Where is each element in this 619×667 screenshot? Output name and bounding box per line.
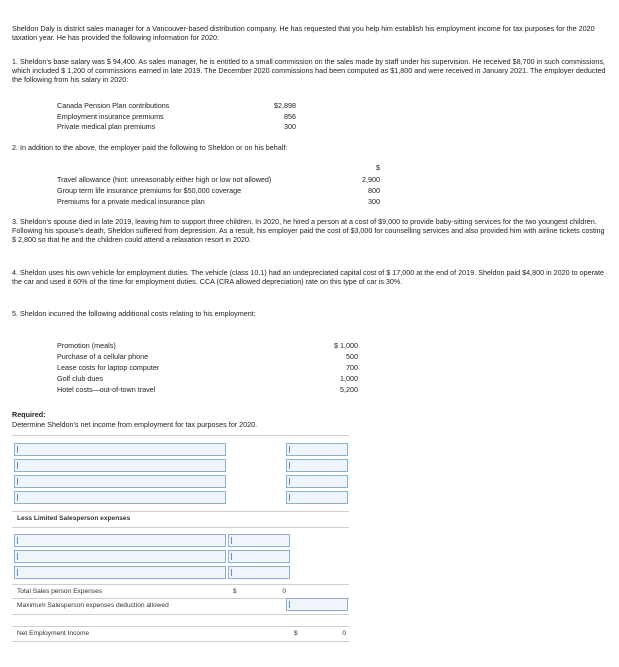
net-income-label: Net Employment Income [17, 630, 90, 637]
item-2-amount: 2,900 [362, 175, 380, 184]
item-5-label: Golf club dues [57, 374, 103, 383]
expense-label-input[interactable] [14, 566, 226, 579]
item-5-label: Hotel costs—out-of-town travel [57, 385, 156, 394]
expense-amount-input[interactable] [228, 534, 290, 547]
net-income-value: 0 [342, 630, 346, 637]
item-5-amount: 700 [346, 363, 358, 372]
item-5-amount: 500 [346, 352, 358, 361]
item-5-label: Lease costs for laptop computer [57, 363, 160, 372]
item-5-text: 5. Sheldon incurred the following additional costs relating to his employment: [12, 309, 256, 318]
item-5-amount: $ 1,000 [334, 341, 358, 350]
required-text: Determine Sheldon's net income from employment for tax purposes for 2020. [12, 420, 258, 429]
expense-label-input[interactable] [14, 550, 226, 563]
divider [12, 614, 349, 615]
total-expenses-currency: $ [233, 588, 237, 595]
item-2-amount: 800 [368, 186, 380, 195]
item-2-amount: 300 [368, 197, 380, 206]
item-2-label: Travel allowance (hint: unreasonably either high or low not allowed) [57, 175, 272, 184]
item-2-text: 2. In addition to the above, the employer paid the following to Sheldon or on his behalf: [12, 143, 288, 152]
item-1-amount: 300 [284, 122, 296, 131]
expense-amount-input[interactable] [228, 566, 290, 579]
worksheet-amount-input[interactable] [286, 443, 348, 456]
intro-paragraph: Sheldon Daly is district sales manager for a Vancouver-based distribution company. He has requested that you help him establish his employment income for tax purposes for the 2020 taxation year. He has provided the following information for 2020: [12, 24, 595, 43]
item-1-label: Employment insurance premiums [57, 112, 164, 121]
total-expenses-value: 0 [282, 588, 286, 595]
item-1-amount: 856 [284, 112, 296, 121]
divider [12, 584, 349, 585]
max-deduction-label: Maximum Salesperson expenses deduction allowed [17, 602, 169, 609]
net-income-currency: $ [294, 630, 298, 637]
worksheet-amount-input[interactable] [286, 475, 348, 488]
item-2-label: Premiums for a private medical insurance plan [57, 197, 205, 206]
item-5-amount: 5,200 [340, 385, 358, 394]
item-1-label: Canada Pension Plan contributions [57, 101, 170, 110]
worksheet-amount-input[interactable] [286, 491, 348, 504]
item-2-currency: $ [376, 163, 380, 172]
required-heading: Required: [12, 410, 46, 419]
item-5-label: Promotion (meals) [57, 341, 116, 350]
expense-label-input[interactable] [14, 534, 226, 547]
max-deduction-input[interactable] [286, 598, 348, 611]
divider [12, 626, 349, 627]
item-1-text: 1. Sheldon's base salary was $ 94,400. As sales manager, he is entitled to a small commission on the sales made by staff under his supervision. He received $8,700 in such commissions, which included $ 1,200 of commissions earned in late 2019. The December 2020 commissions had been computed as $1,800 and were received in January 2021. The employer deducted the following from his salary in 2020: [12, 57, 606, 85]
worksheet-label-input[interactable] [14, 443, 226, 456]
item-5-label: Purchase of a cellular phone [57, 352, 149, 361]
expense-amount-input[interactable] [228, 550, 290, 563]
worksheet-label-input[interactable] [14, 475, 226, 488]
item-1-label: Private medical plan premiums [57, 122, 156, 131]
worksheet-label-input[interactable] [14, 459, 226, 472]
total-expenses-label: Total Sales person Expenses [17, 588, 103, 595]
divider [12, 435, 349, 436]
item-3-text: 3. Sheldon's spouse died in late 2019, leaving him to support three children. In 2020, he hired a person at a cost of $9,000 to provide baby-sitting services for the two youngest children. Following his spouse's death, Sheldon suffered from depression. As a result, his employer paid the cost of $3,000 for counselling services and also provided him with airline tickets costing $ 2,800 so that he and the children could attend a relaxation resort in 2020. [12, 217, 605, 245]
item-5-amount: 1,000 [340, 374, 358, 383]
item-1-amount: $2,898 [274, 101, 296, 110]
divider [12, 641, 349, 642]
worksheet-label-input[interactable] [14, 491, 226, 504]
divider [12, 527, 349, 528]
divider [12, 511, 349, 512]
less-expenses-heading: Less Limited Salesperson expenses [17, 515, 131, 522]
item-4-text: 4. Sheldon uses his own vehicle for employment duties. The vehicle (class 10.1) had an undepreciated capital cost of $ 17,000 at the end of 2019. Sheldon paid $4,800 in 2020 to operate the car and used it 60% of the time for employment duties. CCA (CRA allowed depreciation) rate on this type of car is 30%. [12, 268, 605, 287]
item-2-label: Group term life insurance premiums for $50,000 coverage [57, 186, 242, 195]
worksheet-amount-input[interactable] [286, 459, 348, 472]
